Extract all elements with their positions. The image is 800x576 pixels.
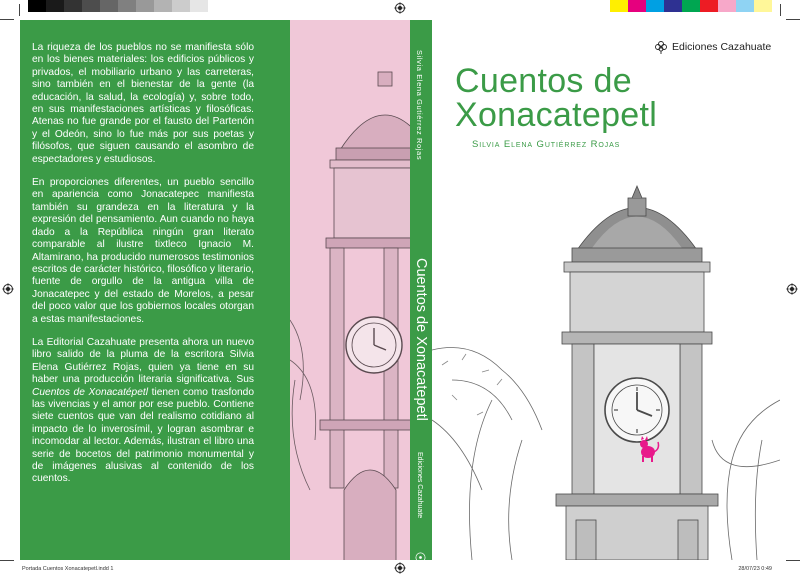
front-title (455, 64, 657, 132)
date-slug: 28/07/23 0:49 (738, 566, 772, 572)
crop-mark (780, 4, 781, 16)
book-spine (410, 20, 432, 560)
clock-tower-illustration (290, 20, 410, 560)
crop-mark (0, 19, 14, 20)
back-paragraph-1: La riqueza de los pueblos no se manifiesta sólo en los bienes materiales: los edificios públicos y privados, el mobiliario urbano y las carreteras, sino también en el bienestar de la gente (la educación, la salud, la ecología) y, sobre todo, en sus manifestaciones artísticas y filosóficas. Atenas no fue grande por el fausto del Partenón y el Odeón, sino lo fue más por sus poetas y filósofos, que siguen causando el asombro de espectadores y estudiosos. (32, 42, 254, 165)
spine-title: Cuentos de Xonacatepetl (413, 258, 429, 421)
front-author: Silvia Elena Gutiérrez Rojas (472, 139, 621, 150)
front-title-line-1: Cuentos de (455, 62, 632, 100)
file-slug: Portada Cuentos Xonacatepetl.indd 1 (22, 566, 114, 572)
front-publisher (654, 40, 771, 54)
back-flap-illustration (290, 20, 410, 560)
front-title-line-2: Xonacatepetl (455, 96, 658, 134)
front-publisher-name: Ediciones Cazahuate (672, 41, 772, 53)
cazahuate-flower-logo-icon (654, 40, 668, 54)
back-cover-text (32, 42, 254, 497)
registration-mark-icon (786, 283, 798, 295)
crop-mark (786, 560, 800, 561)
back-paragraph-3: La Editorial Cazahuate presenta ahora un nuevo libro salido de la pluma de la escritora Silvia Elena Gutiérrez Rojas, quien ya tiene en su haber una producción literaria significativa. Sus Cuentos de Xonacatépetl tienen como trasfondo las vivencias y el amor por ese pueblo. Contiene siete cuentos que van del realismo cotidiano al impacto de lo inverosímil, y logran asombrar e incomodar al lector. Además, ilustran el libro una serie de bocetos del patrimonio monumental y de imágenes alusivas al contenido de los cuentos. (32, 336, 254, 485)
registration-mark-icon (2, 283, 14, 295)
crop-mark (786, 19, 800, 20)
spine-publisher: Ediciones Cazahuate (416, 452, 423, 519)
registration-mark-icon (394, 2, 406, 14)
crop-mark (0, 560, 14, 561)
registration-mark-icon (394, 562, 406, 574)
cazahuate-flower-logo-icon (415, 552, 426, 560)
crop-mark (19, 4, 20, 16)
back-paragraph-2: En proporciones diferentes, un pueblo sencillo en apariencia como Jonacatepec manifiesta también su grandeza en la literatura y la expresión del pensamiento. Aun cuando no haya dado a la República ningún gran literato comparable al ilustre tixtleco Ignacio M. Altamirano, ha producido numerosos testimonios escritos de carácter histórico, filosófico y literario, fuente de orgullo de la antigua villa de Jonacatepec y del estado de Morelos, a pesar del poco valor que los gobiernos locales otorgan a estas manifestaciones. (32, 177, 254, 325)
italic-book-title: Cuentos de Xonacatépetl (32, 386, 148, 398)
spine-author: Silvia Elena Gutiérrez Rojas (415, 50, 424, 161)
grayscale-calibration-bar (28, 0, 208, 12)
color-calibration-bar (610, 0, 772, 12)
